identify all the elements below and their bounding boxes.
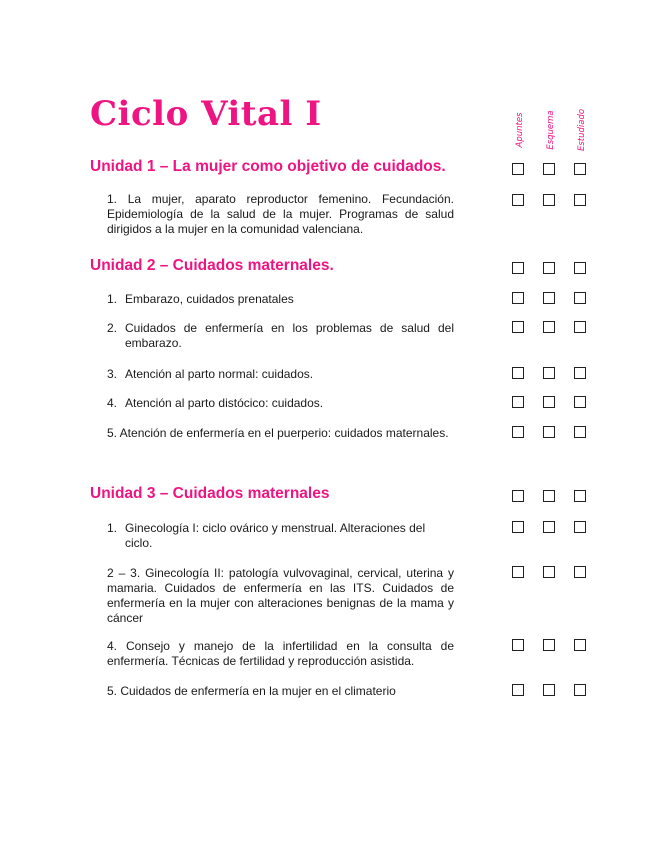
unit-1-item-1-checkboxes [510,194,586,208]
checkbox-estudiado[interactable] [574,396,586,408]
checkbox-esquema[interactable] [543,292,555,304]
checkbox-estudiado[interactable] [574,566,586,578]
checkbox-apuntes[interactable] [512,426,524,438]
unit-2-item-2-checkboxes [510,321,586,335]
checkbox-esquema[interactable] [543,194,555,206]
unit-3-item-4-checkboxes [510,639,586,653]
column-header-esquema: Esquema [546,110,556,150]
checkbox-esquema[interactable] [543,396,555,408]
item-text: Cuidados de enfermería en los problemas de salud del embarazo. [125,321,454,350]
unit-2-title: Unidad 2 – Cuidados maternales. [90,257,334,274]
unit-2-item-3-checkboxes [510,367,586,381]
checkbox-esquema[interactable] [543,566,555,578]
item-text: Embarazo, cuidados prenatales [125,292,294,306]
checkbox-estudiado[interactable] [574,684,586,696]
checkbox-apuntes[interactable] [512,321,524,333]
unit-1-title: Unidad 1 – La mujer como objetivo de cuidados. [90,158,446,175]
checkbox-esquema[interactable] [543,490,555,502]
item-text: Atención al parto distócico: cuidados. [125,396,324,410]
unit-1-item-1: 1. La mujer, aparato reproductor femenino. Fecundación. Epidemiología de la salud de la mujer. Programas de salud dirigidos a la mujer en la comunidad valenciana. [107,192,454,236]
unit-2-item-5: 5. Atención de enfermería en el puerperio: cuidados maternales. [107,426,449,440]
checkbox-apuntes[interactable] [512,521,524,533]
checkbox-estudiado[interactable] [574,292,586,304]
unit-2-item-3 [107,367,454,382]
checkbox-estudiado[interactable] [574,426,586,438]
unit-3-item-2-3-checkboxes [510,566,586,580]
checkbox-esquema[interactable] [543,163,555,175]
checkbox-apuntes[interactable] [512,566,524,578]
checkbox-apuntes[interactable] [512,396,524,408]
item-number: 4. [107,396,118,410]
unit-1-checkboxes [510,163,586,177]
checkbox-apuntes[interactable] [512,194,524,206]
checkbox-esquema[interactable] [543,521,555,533]
checkbox-estudiado[interactable] [574,321,586,333]
checkbox-apuntes[interactable] [512,367,524,379]
unit-3-item-2-3: 2 – 3. Ginecología II: patología vulvovaginal, cervical, uterina y mamaria. Cuidados de enfermería en las ITS. Cuidados de enfermería en la mujer con alteraciones benignas de la mama y cáncer [107,566,454,625]
unit-2-item-4 [107,396,454,411]
checkbox-esquema[interactable] [543,684,555,696]
checkbox-estudiado[interactable] [574,163,586,175]
checkbox-estudiado[interactable] [574,367,586,379]
unit-2-item-2 [107,321,454,351]
page-title: Ciclo Vital I [90,94,322,134]
checkbox-esquema[interactable] [543,321,555,333]
column-header-estudiado: Estudiado [577,108,587,152]
item-number: 2. [107,321,118,335]
checkbox-esquema[interactable] [543,367,555,379]
unit-3-item-4: 4. Consejo y manejo de la infertilidad en la consulta de enfermería. Técnicas de fertilidad y reproducción asistida. [107,639,454,668]
item-number: 1. [107,292,118,306]
unit-3-item-5-checkboxes [510,684,586,698]
checkbox-apuntes[interactable] [512,639,524,651]
checkbox-estudiado[interactable] [574,639,586,651]
unit-2-item-4-checkboxes [510,396,586,410]
unit-3-item-5: 5. Cuidados de enfermería en la mujer en el climaterio [107,684,396,698]
unit-3-item-1-checkboxes [510,521,586,535]
checkbox-esquema[interactable] [543,426,555,438]
item-text: Ginecología I: ciclo ovárico y menstrual. Alteraciones del ciclo. [125,521,426,550]
checkbox-apuntes[interactable] [512,163,524,175]
unit-2-item-5-checkboxes [510,426,586,440]
checkbox-esquema[interactable] [543,639,555,651]
checkbox-apuntes[interactable] [512,292,524,304]
checkbox-estudiado[interactable] [574,194,586,206]
checkbox-estudiado[interactable] [574,521,586,533]
item-number: 1. [107,521,118,535]
checkbox-estudiado[interactable] [574,490,586,502]
checkbox-apuntes[interactable] [512,684,524,696]
unit-2-item-1 [107,292,454,307]
unit-3-item-1 [107,521,454,551]
checkbox-apuntes[interactable] [512,262,524,274]
unit-3-title: Unidad 3 – Cuidados maternales [90,485,330,502]
item-number: 3. [107,367,118,381]
checkbox-apuntes[interactable] [512,490,524,502]
checkbox-esquema[interactable] [543,262,555,274]
unit-2-item-1-checkboxes [510,292,586,306]
unit-2-checkboxes [510,262,586,276]
column-header-apuntes: Apuntes [515,112,525,148]
item-text: Atención al parto normal: cuidados. [125,367,314,381]
checkbox-estudiado[interactable] [574,262,586,274]
unit-3-checkboxes [510,490,586,504]
